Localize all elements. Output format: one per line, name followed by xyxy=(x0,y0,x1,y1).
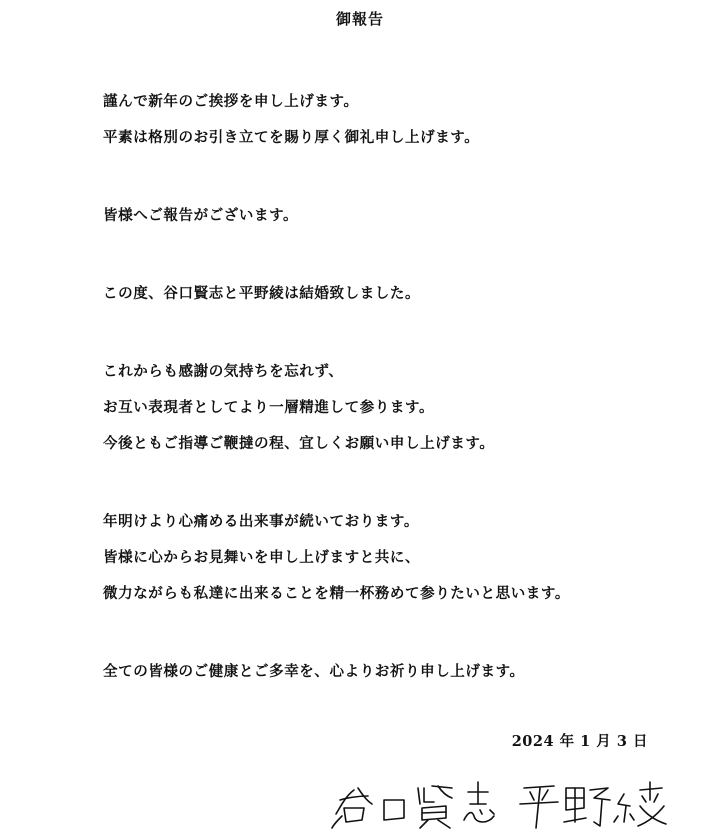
text-line: お互い表現者としてより一層精進して参ります。 xyxy=(103,399,435,416)
text-line: 年明けより心痛める出来事が続いております。 xyxy=(103,513,419,530)
text-line: 今後ともご指導ご鞭撻の程、宜しくお願い申し上げます。 xyxy=(103,435,495,452)
text-line: 微力ながらも私達に出来ることを精一杯務めて参りたいと思います。 xyxy=(103,585,570,602)
text-line: 皆様に心からお見舞いを申し上げますと共に、 xyxy=(103,549,421,566)
paragraph xyxy=(103,658,703,694)
text-line: 平素は格別のお引き立てを賜り厚く御礼申し上げます。 xyxy=(103,129,480,146)
paragraph xyxy=(103,358,703,466)
text-line: 全ての皆様のご健康とご多幸を、心よりお祈り申し上げます。 xyxy=(103,663,525,680)
text-line: この度、谷口賢志と平野綾は結婚致しました。 xyxy=(103,285,421,302)
text-line: 謹んで新年のご挨拶を申し上げます。 xyxy=(103,93,359,110)
paragraph xyxy=(103,280,703,316)
text-line: これからも感謝の気持ちを忘れず、 xyxy=(103,363,344,380)
paragraph xyxy=(103,202,703,238)
document-title: 御報告 xyxy=(335,10,384,28)
text-line: 皆様へご報告がございます。 xyxy=(103,207,299,224)
document-body xyxy=(103,88,703,694)
paragraph xyxy=(103,508,703,616)
document-date: 2024 年 1 月 3 日 xyxy=(511,733,648,750)
paragraph xyxy=(103,88,703,160)
handwritten-signature xyxy=(328,770,668,830)
